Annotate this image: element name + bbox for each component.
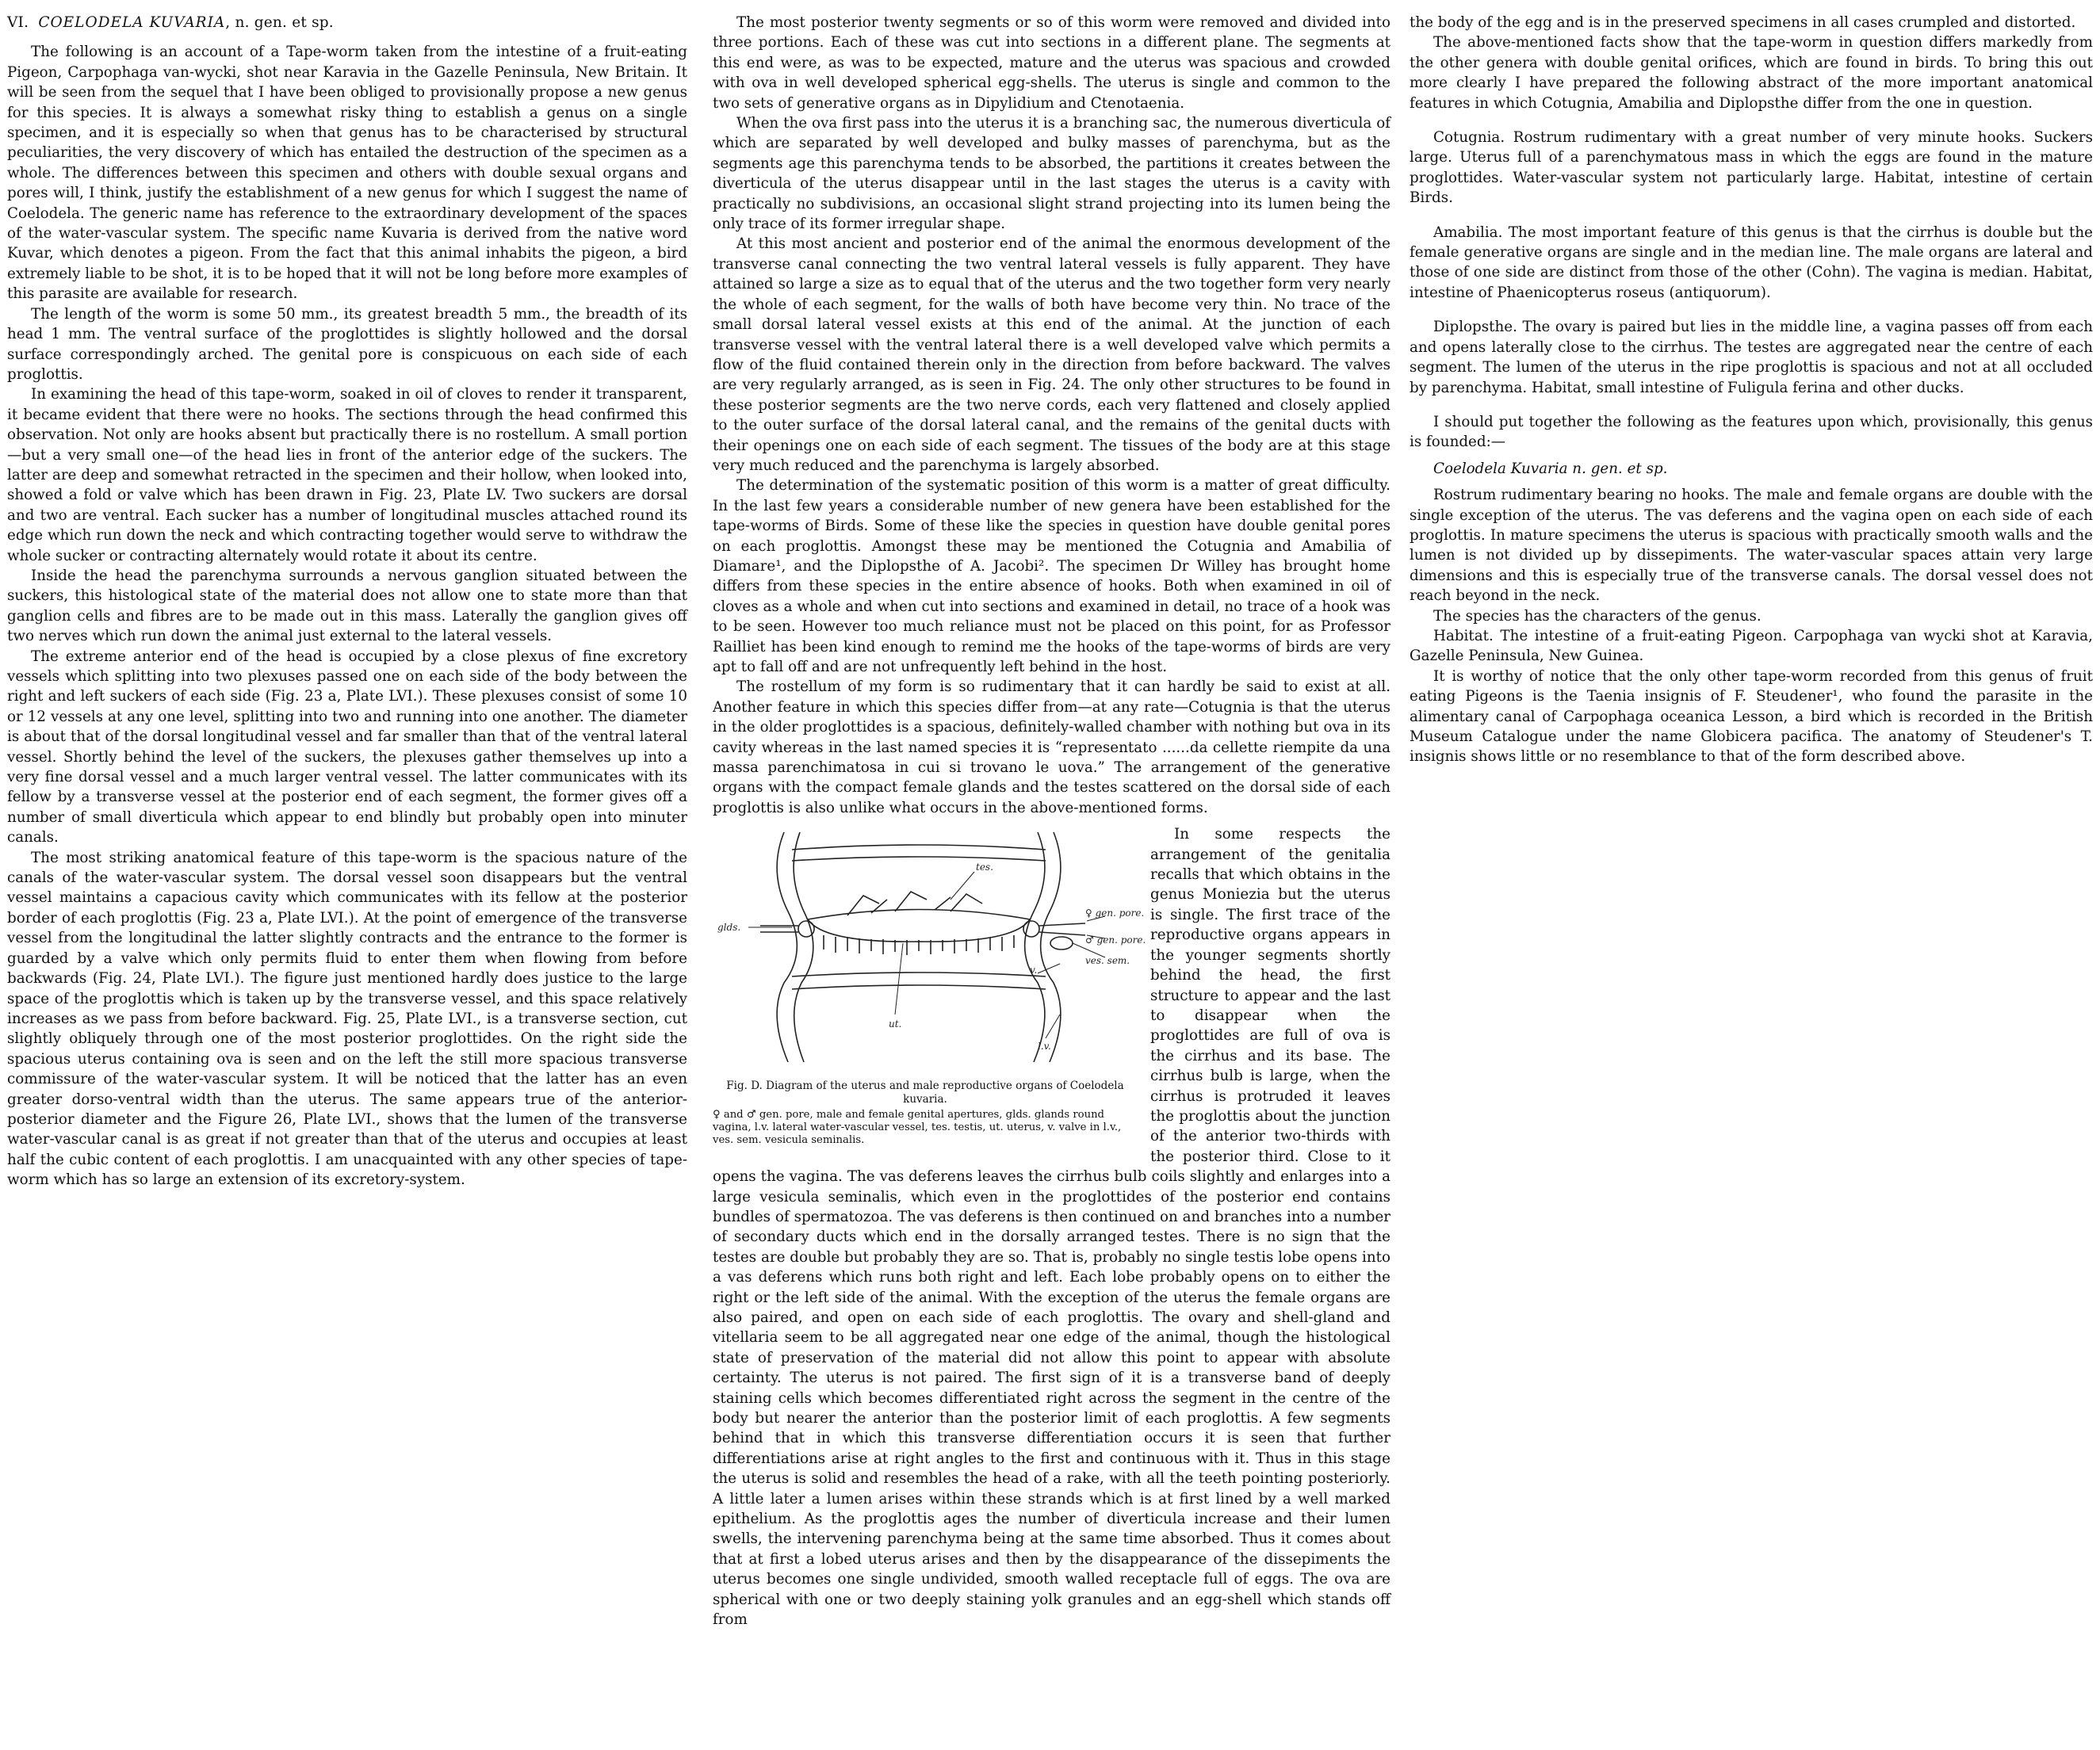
- paragraph: In examining the head of this tape-worm, soaked in oil of cloves to render it transparent, it became evident that there were no hooks. The sections through the head confirmed this observation. Not only are hooks absent but practically there is no rostellum. A small portion—but a very small one—of the head lies in front of the anterior edge of the suckers. The latter are deep and somewhat retracted in the specimen and their hollow, when looked into, showed a fold or valve which has been drawn in Fig. 23, Plate LV. Two suckers are dorsal and two are ventral. Each sucker has a number of longitudinal muscles attached round its edge which run down the neck and which contracting together would serve to withdraw the whole sucker or contracting alternately would rotate it about its centre.: [7, 386, 687, 564]
- column-left: [7, 13, 687, 1281]
- paragraph: The following is an account of a Tape-worm taken from the intestine of a fruit-eating Pigeon, Carpophaga van-wycki, shot near Karavia in the Gazelle Peninsula, New Britain. It will be seen from the sequel that I have been obliged to provisionally propose a new genus for this species. It is always a somewhat risky thing to establish a genus on a single specimen, and it is especially so when that genus has to be characterised by structural peculiarities, the very discovery of which has entailed the destruction of the specimen as a whole. The differences between this specimen and others with double sexual organs and pores will, I think, justify the establishment of a new genus for which I suggest the name of Coelodela. The generic name has reference to the extraordinary development of the spaces of the water-vascular system. The specific name Kuvaria is derived from the native word Kuvar, which denotes a pigeon. From the fact that this animal inhabits the pigeon, a bird extremely liable to be shot, it is to be hoped that it will not be long before more examples of this parasite are available for research.: [7, 44, 687, 303]
- figure-legend: ♀ and ♂ gen. pore, male and female genital apertures, glds. glands round vagina, l.v. lateral water-vascular vessel, tes. testis, ut. uterus, v. valve in l.v., ves. sem. vesicula seminalis.: [713, 1109, 1122, 1147]
- paragraph: When the ova first pass into the uterus it is a branching sac, the numerous diverticula of which are separated by well developed and bulky masses of parenchyma, but as the segments age this parenchyma tends to be absorbed, the partitions it creates between the diverticula of the uterus disappear until in the last stages the uterus is a cavity with practically no subdivisions, an occasional slight strand projecting into its lumen being the only trace of its former irregular shape.: [713, 115, 1390, 233]
- habitat-paragraph: Habitat. The intestine of a fruit-eating Pigeon. Carpophaga van wycki shot at Karavia, Gazelle Peninsula, New Guinea.: [1410, 627, 2093, 665]
- genus-line: Coelodela Kuvaria n. gen. et sp.: [1433, 460, 1668, 477]
- paragraph: the body of the egg and is in the preserved specimens in all cases crumpled and distorted.: [1410, 14, 2076, 31]
- paragraph: The rostellum of my form is so rudimentary that it can hardly be said to exist at all. Another feature in which this species differ from—at any rate—Cotugnia is that the uterus in the older proglottides is a spacious, definitely-walled chamber with nothing but ova in its cavity whereas in the last named species it is “representato ......da cellette riempite da una massa parenchimatosa in cui si trovano le uova.” The arrangement of the generative organs with the compact female glands and the testes scattered on the dorsal side of each proglottis is also unlike what occurs in the above-mentioned forms.: [713, 678, 1390, 816]
- paragraph: The most striking anatomical feature of this tape-worm is the spacious nature of the canals of the water-vascular system. The dorsal vessel soon disappears but the ventral vessel maintains a capacious cavity which communicates with its fellow at the posterior border of each proglottis (Fig. 23 a, Plate LVI.). At the point of emergence of the transverse vessel from the longitudinal the latter slightly contracts and the entrance to the former is guarded by a valve which only permits fluid to enter them when flowing from before backwards (Fig. 24, Plate LVI.). The figure just mentioned hardly does justice to the large space of the proglottis which is taken up by the transverse vessel, and this space relatively increases as we pass from before backward. Fig. 25, Plate LVI., is a transverse section, cut slightly obliquely through one of the most posterior proglottides. On the right side the spacious uterus containing ova is seen and on the left the still more spacious transverse commissure of the water-vascular system. It will be noticed that the latter has an even greater dorso-ventral width than the uterus. The same appears true of the anterior-posterior diameter and the Figure 26, Plate LVI., shows that the lumen of the transverse water-vascular canal is as great if not greater than that of the uterus and occupies at least half the cubic content of each proglottis. I am unacquainted with any other species of tape-worm which has so large an extension of its excretory-system.: [7, 849, 687, 1189]
- paragraph: Rostrum rudimentary bearing no hooks. The male and female organs are double with the single exception of the uterus. The vas deferens and the vagina open on each side of each proglottis. In mature specimens the uterus is spacious with practically smooth walls and the lumen is not divided up by dissepiments. The water-vascular spaces attain very large dimensions and this is especially true of the transverse canals. The dorsal vessel does not reach beyond in the neck.: [1410, 487, 2093, 605]
- figure-caption: Fig. D. Diagram of the uterus and male reproductive organs of Coelodela kuvaria.: [726, 1079, 1124, 1106]
- paragraph: The length of the worm is some 50 mm., its greatest breadth 5 mm., the breadth of its head 1 mm. The ventral surface of the proglottides is slightly hollowed and the dorsal surface correspondingly arched. The genital pore is conspicuous on each side of each proglottis.: [7, 305, 687, 383]
- column-right: [1410, 13, 2093, 885]
- label-female-pore: ♀ gen. pore.: [1085, 907, 1145, 919]
- figure-text-wrap: [713, 824, 1390, 1630]
- genus-diplosthe: Diplopsthe. The ovary is paired but lies in the middle line, a vagina passes off from each and opens laterally close to the cirrhus. The testes are aggregated near the centre of each segment. The lumen of the uterus in the ripe proglottis is spacious and not at all occluded by parenchyma. Habitat, small intestine of Fuligula ferina and other ducks.: [1410, 319, 2093, 396]
- column-middle: [713, 13, 1390, 1740]
- genus-amabilia: Amabilia. The most important feature of this genus is that the cirrhus is double but the female generative organs are single and in the median line. The male organs are lateral and those of one side are distinct from those of the other (Cohn). The vagina is median. Habitat, intestine of Phaenicopterus roseus (antiquorum).: [1410, 224, 2093, 301]
- label-glds: glds.: [717, 922, 741, 934]
- figure-d: [713, 824, 1146, 1147]
- section-heading: [7, 13, 687, 32]
- paragraph: It is worthy of notice that the only other tape-worm recorded from this genus of fruit eating Pigeons is the Taenia insignis of F. Steudener¹, who found the parasite in the alimentary canal of Carpophaga oceanica Lesson, a bird which is recorded in the British Museum Catalogue under the name Globicera pacifica. The anatomy of Steudener's T. insignis shows little or no resemblance to that of the form described above.: [1410, 667, 2093, 766]
- label-tes: tes.: [976, 862, 993, 873]
- label-ves-sem: ves. sem.: [1085, 955, 1130, 967]
- paragraph: The species has the characters of the genus.: [1433, 607, 1761, 625]
- paragraph: The extreme anterior end of the head is occupied by a close plexus of fine excretory vessels which splitting into two plexuses passed one on each side of the body between the right and left suckers of each side (Fig. 23 a, Plate LVI.). These plexuses consist of some 10 or 12 vessels at any one level, splitting into two and running into one another. The diameter is about that of the dorsal longitudinal vessel and far smaller than that of the ventral lateral vessel. Shortly behind the level of the suckers, the plexuses gather themselves up into a very fine dorsal vessel and a much larger ventral vessel. The latter communicates with its fellow by a transverse vessel at the posterior end of each segment, the former gives off a number of small diverticula which appear to end blindly but probably open into minuter canals.: [7, 648, 687, 846]
- label-male-pore: ♂ gen. pore.: [1085, 934, 1146, 946]
- species-name: COELODELA KUVARIA: [38, 14, 226, 31]
- paragraph: Inside the head the parenchyma surrounds a nervous ganglion situated between the suckers, this histological state of the material does not allow one to state more than that ganglion cells and fibres are to be made out in this mass. Laterally the ganglion gives off two nerves which run down the animal just external to the lateral vessels.: [7, 567, 687, 645]
- label-lv: l.v.: [1038, 1041, 1051, 1053]
- label-ut: ut.: [889, 1018, 902, 1030]
- genus-cotugnia: Cotugnia. Rostrum rudimentary with a great number of very minute hooks. Suckers large. Uterus full of a parenchymatous mass in which the eggs are found in the mature proglottides. Water-vascular system not particularly large. Habitat, intestine of certain Birds.: [1410, 129, 2093, 207]
- label-v: v.: [1030, 965, 1038, 976]
- paragraph: The most posterior twenty segments or so of this worm were removed and divided into three portions. Each of these was cut into sections in a different plane. The segments at this end were, as was to be expected, mature and the uterus was spacious and crowded with ova in well developed spherical egg-shells. The uterus is single and common to the two sets of generative organs as in Dipylidium and Ctenotaenia.: [713, 14, 1390, 112]
- paragraph: The above-mentioned facts show that the tape-worm in question differs markedly from the other genera with double genital orifices, which are found in birds. To bring this out more clearly I have prepared the following abstract of the more important anatomical features in which Cotugnia, Amabilia and Diplopsthe differ from the one in question.: [1410, 34, 2093, 112]
- paragraph: The determination of the systematic position of this worm is a matter of great difficulty. In the last few years a considerable number of new genera have been established for the tape-worms of Birds. Some of these like the species in question have double genital pores on each proglottis. Amongst these may be mentioned the Cotugnia and Amabilia of Diamare¹, and the Diplopsthe of A. Jacobi². The specimen Dr Willey has brought home differs from these species in the entire absence of hooks. Both when examined in oil of cloves as a whole and when cut into sections and examined in detail, no trace of a hook was to be seen. However too much reliance must not be placed on this point, for as Professor Railliet has been kind enough to remind me the hooks of the tape-worms of birds are very apt to fall off and are not unfrequently left behind in the host.: [713, 477, 1390, 675]
- section-number: VI.: [7, 14, 29, 31]
- paragraph: In some respects the arrangement of the genitalia recalls that which obtains in the genus Moniezia but the uterus is single. The first trace of the reproductive organs appears in the younger segments shortly behind the head, the first structure to appear and the last to disappear when the proglottides are full of ova is the cirrhus and its base. The cirrhus bulb is large, when the cirrhus is protruded it leaves the proglottis about the junction of the anterior two-thirds with the posterior third. Close to it opens the vagina. The vas deferens leaves the cirrhus bulb coils slightly and enlarges into a large vesicula seminalis, which even in the proglottides of the posterior end contains bundles of spermatozoa. The vas deferens is then continued on and branches into a number of secondary ducts which end in the dorsally arranged testes. There is no sign that the testes are double but probably they are so. That is, probably no single testis lobe opens into a vas deferens which runs both right and left. Each lobe probably opens on to either the right or the left side of the animal. With the exception of the uterus the female organs are also paired, and open on each side of each proglottis. The ovary and shell-gland and vitellaria seem to be all aggregated near one edge of the animal, though the histological state of preservation of the material did not allow this point to appear with absolute certainty. The uterus is not paired. The first sign of it is a transverse band of deeply staining cells which becomes differentiated right across the segment in the centre of the body but nearer the anterior than the posterior limit of each proglottis. A few segments behind that in which this transverse differentiation occurs it is seen that further differentiations arise at right angles to the first and continuous with it. Thus in this stage the uterus is solid and resembles the head of a rake, with all the teeth pointing posteriorly. A little later a lumen arises within these strands which is at first lined by a well marked epithelium. As the proglottis ages the number of diverticula increase and their lumen swells, the intervening parenchyma being at the same time absorbed. Thus it comes about that at first a lobed uterus arises and then by the disappearance of the dissepiments the uterus becomes one single undivided, smooth walled receptacle full of eggs. The ova are spherical with one or two deeply staining yolk granules and an egg-shell which stands off from: [713, 826, 1390, 1629]
- heading-suffix: , n. gen. et sp.: [225, 14, 334, 31]
- paragraph: I should put together the following as the features upon which, provisionally, this genus is founded:—: [1410, 413, 2093, 451]
- paragraph: At this most ancient and posterior end of the animal the enormous development of the transverse canal connecting the two ventral lateral vessels is fully apparent. They have attained so large a size as to equal that of the uterus and the two together form very nearly the whole of each segment, for the walls of both have become very thin. No trace of the small dorsal lateral vessel exists at this end of the animal. At the junction of each transverse vessel with the ventral lateral there is a well developed valve which permits a flow of the fluid contained therein only in the direction from before backward. The valves are very regularly arranged, as is seen in Fig. 24. The only other structures to be found in these posterior segments are the two nerve cords, each very flattened and closely applied to the outer surface of the dorsal lateral canal, and the remains of the genital ducts with their openings one on each side of each segment. The tissues of the body are at this stage very much reduced and the parenchyma is largely absorbed.: [713, 235, 1390, 474]
- uterus-diagram: [713, 824, 1146, 1078]
